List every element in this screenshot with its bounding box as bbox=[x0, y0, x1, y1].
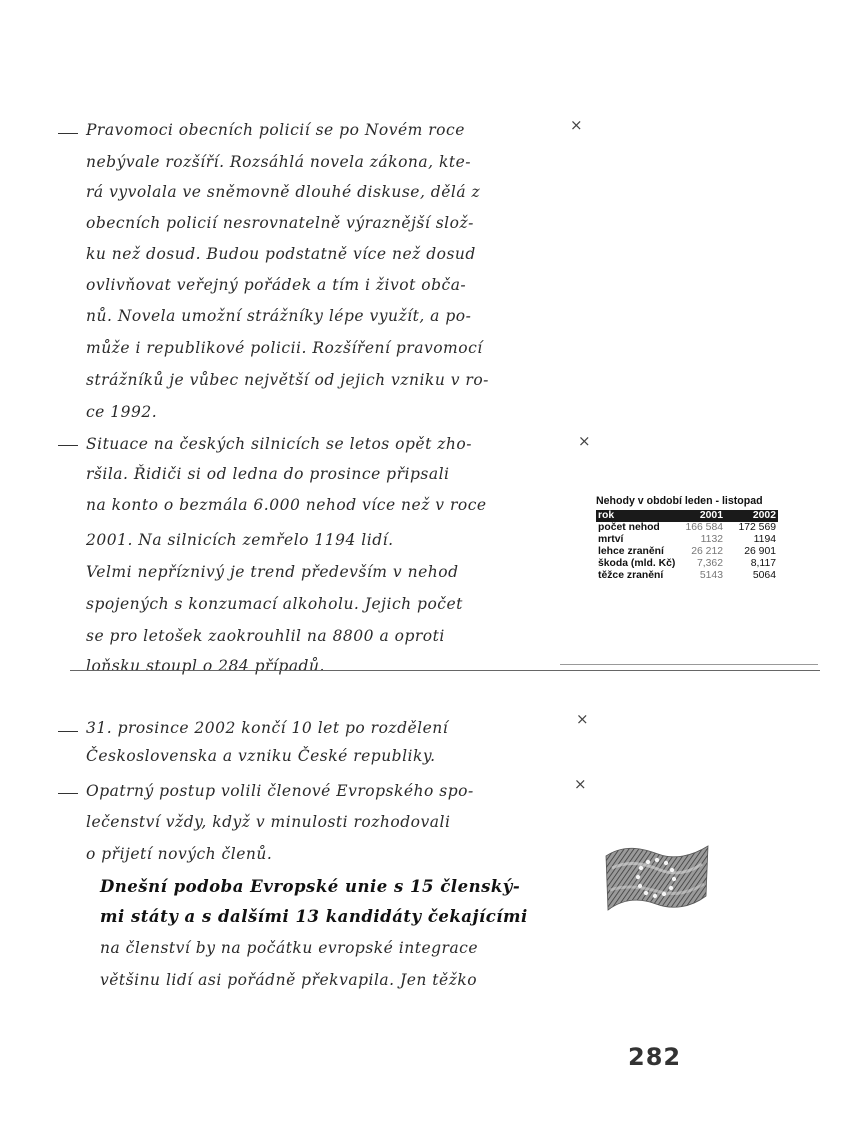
text-line: Pravomoci obecních policií se po Novém roce bbox=[86, 121, 465, 139]
text-line: ku než dosud. Budou podstatně více než dosud bbox=[86, 245, 476, 263]
bullet-dash bbox=[58, 731, 78, 732]
text-line: na konto o bezmála 6.000 nehod více než v roce bbox=[86, 496, 487, 514]
text-line: může i republikové policii. Rozšíření pravomocí bbox=[86, 339, 483, 357]
table-cell: lehce zranění bbox=[598, 546, 664, 557]
text-line: Československa a vzniku České republiky. bbox=[86, 747, 436, 765]
table-row bbox=[596, 558, 778, 570]
text-line: spojených s konzumací alkoholu. Jejich počet bbox=[86, 595, 463, 613]
cross-mark: × bbox=[578, 432, 591, 450]
bullet-dash bbox=[58, 445, 78, 446]
table-cell: 8,117 bbox=[750, 558, 776, 569]
text-line: ršila. Řidiči si od ledna do prosince připsali bbox=[86, 465, 450, 483]
table-title: Nehody v období leden - listopad bbox=[596, 495, 763, 507]
divider-line bbox=[70, 670, 820, 671]
table-cell: škoda (mld. Kč) bbox=[598, 558, 676, 569]
bullet-dash bbox=[58, 133, 78, 134]
text-line: obecních policií nesrovnatelně výraznější slož- bbox=[86, 214, 474, 232]
text-line: strážníků je vůbec největší od jejich vzniku v ro- bbox=[86, 371, 489, 389]
eu-flag-icon bbox=[602, 838, 712, 918]
table-header-cell: 2002 bbox=[752, 510, 776, 521]
table-cell: těžce zranění bbox=[598, 570, 664, 581]
page-number: 282 bbox=[628, 1043, 682, 1071]
bullet-dash bbox=[58, 793, 78, 794]
text-line: ce 1992. bbox=[86, 403, 158, 421]
table-cell: 1132 bbox=[700, 534, 723, 545]
text-line: loňsku stoupl o 284 případů. bbox=[86, 657, 325, 675]
text-line: nebývale rozšíří. Rozsáhlá novela zákona, kte- bbox=[86, 153, 472, 171]
accidents-table bbox=[596, 495, 778, 582]
table-header-cell: 2001 bbox=[699, 510, 723, 521]
text-line: 31. prosince 2002 končí 10 let po rozdělení bbox=[86, 719, 449, 737]
table-cell: 26 901 bbox=[744, 546, 776, 557]
table-cell: 26 212 bbox=[691, 546, 723, 557]
divider-line bbox=[560, 664, 818, 665]
table-cell: počet nehod bbox=[598, 522, 660, 533]
text-line: lečenství vždy, když v minulosti rozhodovali bbox=[86, 813, 451, 831]
table-row bbox=[596, 546, 778, 558]
text-line: ovlivňovat veřejný pořádek a tím i život obča- bbox=[86, 276, 467, 294]
table-cell: 7,362 bbox=[696, 558, 723, 569]
table-row bbox=[596, 522, 778, 534]
table-cell: 5064 bbox=[752, 570, 776, 581]
text-line: Situace na českých silnicích se letos opět zho- bbox=[86, 435, 472, 453]
text-line: se pro letošek zaokrouhlil na 8800 a oproti bbox=[86, 627, 445, 645]
cross-mark: × bbox=[570, 116, 583, 134]
text-line: nů. Novela umožní strážníky lépe využít, a po- bbox=[86, 307, 472, 325]
text-line: většinu lidí asi pořádně překvapila. Jen těžko bbox=[100, 971, 478, 989]
text-line: o přijetí nových členů. bbox=[86, 845, 273, 863]
text-line: rá vyvolala ve sněmovně dlouhé diskuse, dělá z bbox=[86, 183, 481, 201]
text-line: Dnešní podoba Evropské unie s 15 členský- bbox=[100, 877, 521, 896]
text-line: Opatrný postup volili členové Evropského spo- bbox=[86, 782, 474, 800]
table-cell: 1194 bbox=[753, 534, 776, 545]
cross-mark: × bbox=[574, 775, 587, 793]
table-header-cell: rok bbox=[598, 510, 615, 521]
text-line: Velmi nepříznivý je trend především v nehod bbox=[86, 563, 459, 581]
table-header-row bbox=[596, 510, 778, 522]
cross-mark: × bbox=[576, 710, 589, 728]
table-row bbox=[596, 570, 778, 582]
table-cell: 5143 bbox=[699, 570, 723, 581]
table-cell: mrtví bbox=[598, 534, 624, 545]
table-cell: 166 584 bbox=[685, 522, 723, 533]
text-line: mi státy a s dalšími 13 kandidáty čekajícími bbox=[100, 907, 528, 926]
text-line: na členství by na počátku evropské integrace bbox=[100, 939, 479, 957]
table-row bbox=[596, 534, 778, 546]
text-line: 2001. Na silnicích zemřelo 1194 lidí. bbox=[86, 531, 394, 549]
table-cell: 172 569 bbox=[738, 522, 776, 533]
